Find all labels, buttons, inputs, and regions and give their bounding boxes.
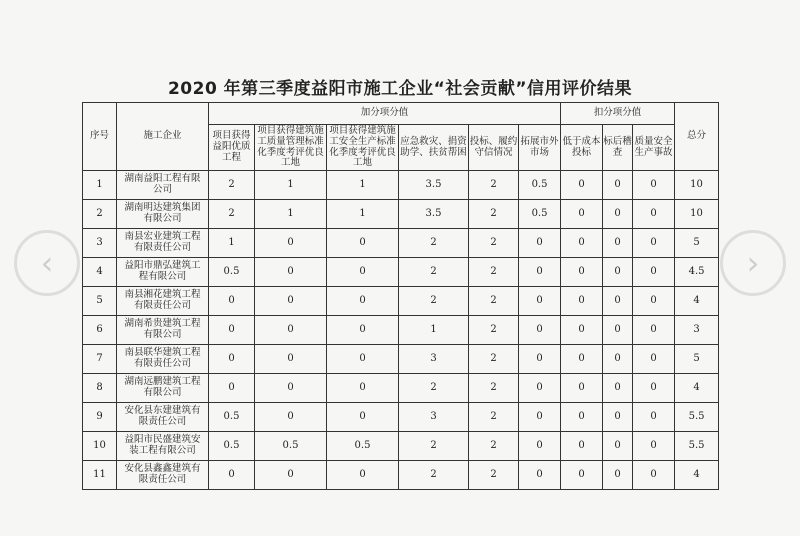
cell-penalty-1: 0	[561, 403, 603, 432]
cell-penalty-2: 0	[603, 200, 633, 229]
cell-seq: 10	[83, 432, 117, 461]
header-bonus-1: 项目获得益阳优质工程	[209, 125, 255, 171]
cell-bonus-4: 2	[399, 229, 469, 258]
cell-penalty-3: 0	[633, 316, 675, 345]
cell-bonus-1: 0	[209, 345, 255, 374]
header-bonus-6: 拓展市外市场	[519, 125, 561, 171]
header-penalty-3: 质量安全生产事故	[633, 125, 675, 171]
cell-bonus-3: 0	[327, 461, 399, 490]
table-row	[83, 287, 719, 316]
cell-bonus-3: 0	[327, 258, 399, 287]
cell-seq: 11	[83, 461, 117, 490]
cell-bonus-6: 0	[519, 316, 561, 345]
table-row	[83, 345, 719, 374]
cell-bonus-5: 2	[469, 200, 519, 229]
cell-total: 3	[675, 316, 719, 345]
cell-bonus-2: 1	[255, 200, 327, 229]
cell-bonus-4: 1	[399, 316, 469, 345]
cell-penalty-3: 0	[633, 432, 675, 461]
cell-company: 益阳市鼎弘建筑工程有限公司	[117, 258, 209, 287]
cell-penalty-1: 0	[561, 200, 603, 229]
cell-bonus-5: 2	[469, 403, 519, 432]
table-row	[83, 432, 719, 461]
cell-penalty-2: 0	[603, 258, 633, 287]
cell-total: 10	[675, 200, 719, 229]
cell-total: 4.5	[675, 258, 719, 287]
cell-seq: 7	[83, 345, 117, 374]
header-bonus-3: 项目获得建筑施工安全生产标准化季度考评优良工地	[327, 125, 399, 171]
cell-bonus-5: 2	[469, 316, 519, 345]
cell-penalty-2: 0	[603, 229, 633, 258]
cell-seq: 2	[83, 200, 117, 229]
cell-penalty-1: 0	[561, 171, 603, 200]
header-penalty-group: 扣分项分值	[561, 103, 675, 125]
cell-company: 南县湘花建筑工程有限责任公司	[117, 287, 209, 316]
header-company: 施工企业	[117, 103, 209, 171]
cell-bonus-6: 0	[519, 258, 561, 287]
cell-bonus-1: 0.5	[209, 258, 255, 287]
cell-bonus-1: 0	[209, 287, 255, 316]
cell-bonus-4: 2	[399, 258, 469, 287]
cell-bonus-6: 0	[519, 229, 561, 258]
table-body	[83, 171, 719, 490]
table-row	[83, 171, 719, 200]
cell-bonus-1: 1	[209, 229, 255, 258]
table-row	[83, 461, 719, 490]
cell-bonus-5: 2	[469, 229, 519, 258]
cell-penalty-2: 0	[603, 403, 633, 432]
cell-seq: 3	[83, 229, 117, 258]
table-row	[83, 229, 719, 258]
cell-bonus-2: 0	[255, 258, 327, 287]
cell-seq: 8	[83, 374, 117, 403]
cell-company: 安化县东建建筑有限责任公司	[117, 403, 209, 432]
cell-bonus-5: 2	[469, 374, 519, 403]
cell-penalty-1: 0	[561, 229, 603, 258]
cell-bonus-3: 0.5	[327, 432, 399, 461]
cell-penalty-3: 0	[633, 374, 675, 403]
cell-bonus-3: 0	[327, 345, 399, 374]
cell-penalty-1: 0	[561, 287, 603, 316]
cell-seq: 6	[83, 316, 117, 345]
cell-total: 5	[675, 345, 719, 374]
table-row	[83, 200, 719, 229]
cell-penalty-3: 0	[633, 171, 675, 200]
cell-penalty-1: 0	[561, 374, 603, 403]
header-penalty-2: 标后稽查	[603, 125, 633, 171]
cell-bonus-6: 0	[519, 287, 561, 316]
cell-bonus-6: 0.5	[519, 200, 561, 229]
previous-page-arrow-icon[interactable]: ‹	[14, 230, 80, 296]
cell-total: 4	[675, 374, 719, 403]
cell-bonus-3: 1	[327, 200, 399, 229]
cell-bonus-1: 2	[209, 200, 255, 229]
cell-bonus-4: 3.5	[399, 200, 469, 229]
cell-bonus-6: 0.5	[519, 171, 561, 200]
cell-bonus-5: 2	[469, 171, 519, 200]
cell-penalty-2: 0	[603, 316, 633, 345]
cell-bonus-2: 0	[255, 316, 327, 345]
cell-bonus-4: 2	[399, 432, 469, 461]
cell-penalty-3: 0	[633, 461, 675, 490]
cell-company: 湖南益阳工程有限公司	[117, 171, 209, 200]
cell-bonus-4: 3	[399, 345, 469, 374]
cell-bonus-1: 2	[209, 171, 255, 200]
cell-bonus-6: 0	[519, 461, 561, 490]
header-bonus-2: 项目获得建筑施工质量管理标准化季度考评优良工地	[255, 125, 327, 171]
cell-bonus-5: 2	[469, 287, 519, 316]
cell-bonus-1: 0	[209, 316, 255, 345]
header-bonus-group: 加分项分值	[209, 103, 561, 125]
cell-bonus-1: 0	[209, 374, 255, 403]
cell-penalty-2: 0	[603, 432, 633, 461]
table-row	[83, 374, 719, 403]
cell-bonus-2: 0	[255, 229, 327, 258]
cell-company: 益阳市民盛建筑安装工程有限公司	[117, 432, 209, 461]
cell-bonus-5: 2	[469, 345, 519, 374]
cell-company: 湖南明达建筑集团有限公司	[117, 200, 209, 229]
cell-bonus-1: 0.5	[209, 403, 255, 432]
cell-company: 湖南远鹏建筑工程有限公司	[117, 374, 209, 403]
cell-penalty-3: 0	[633, 287, 675, 316]
cell-penalty-3: 0	[633, 345, 675, 374]
cell-penalty-1: 0	[561, 258, 603, 287]
cell-penalty-3: 0	[633, 229, 675, 258]
cell-bonus-4: 3	[399, 403, 469, 432]
cell-company: 南县联华建筑工程有限责任公司	[117, 345, 209, 374]
cell-bonus-2: 0	[255, 461, 327, 490]
next-page-arrow-icon[interactable]: ›	[720, 230, 786, 296]
cell-penalty-2: 0	[603, 345, 633, 374]
cell-bonus-6: 0	[519, 345, 561, 374]
cell-penalty-2: 0	[603, 461, 633, 490]
cell-penalty-1: 0	[561, 345, 603, 374]
cell-bonus-3: 0	[327, 374, 399, 403]
cell-bonus-6: 0	[519, 374, 561, 403]
cell-company: 湖南希贵建筑工程有限公司	[117, 316, 209, 345]
cell-bonus-4: 2	[399, 374, 469, 403]
cell-bonus-3: 0	[327, 403, 399, 432]
table-row	[83, 316, 719, 345]
cell-total: 10	[675, 171, 719, 200]
cell-penalty-3: 0	[633, 403, 675, 432]
cell-penalty-1: 0	[561, 461, 603, 490]
cell-bonus-4: 2	[399, 461, 469, 490]
cell-penalty-2: 0	[603, 171, 633, 200]
cell-penalty-2: 0	[603, 287, 633, 316]
cell-total: 4	[675, 287, 719, 316]
cell-bonus-6: 0	[519, 432, 561, 461]
header-seq: 序号	[83, 103, 117, 171]
cell-total: 5.5	[675, 403, 719, 432]
cell-bonus-5: 2	[469, 258, 519, 287]
cell-bonus-2: 0	[255, 403, 327, 432]
cell-bonus-2: 0	[255, 345, 327, 374]
cell-bonus-3: 0	[327, 287, 399, 316]
header-bonus-4: 应急救灾、捐资助学、扶贫帮困	[399, 125, 469, 171]
cell-bonus-6: 0	[519, 403, 561, 432]
cell-bonus-5: 2	[469, 432, 519, 461]
cell-bonus-2: 1	[255, 171, 327, 200]
cell-total: 5.5	[675, 432, 719, 461]
cell-bonus-2: 0	[255, 287, 327, 316]
cell-company: 安化县鑫鑫建筑有限责任公司	[117, 461, 209, 490]
cell-bonus-1: 0	[209, 461, 255, 490]
cell-bonus-4: 2	[399, 287, 469, 316]
cell-bonus-3: 0	[327, 229, 399, 258]
cell-total: 4	[675, 461, 719, 490]
cell-penalty-3: 0	[633, 200, 675, 229]
cell-seq: 9	[83, 403, 117, 432]
cell-seq: 5	[83, 287, 117, 316]
cell-bonus-3: 0	[327, 316, 399, 345]
cell-bonus-3: 1	[327, 171, 399, 200]
cell-total: 5	[675, 229, 719, 258]
cell-bonus-2: 0	[255, 374, 327, 403]
cell-bonus-5: 2	[469, 461, 519, 490]
header-penalty-1: 低于成本投标	[561, 125, 603, 171]
cell-company: 南县宏业建筑工程有限责任公司	[117, 229, 209, 258]
cell-bonus-1: 0.5	[209, 432, 255, 461]
cell-bonus-2: 0.5	[255, 432, 327, 461]
cell-seq: 4	[83, 258, 117, 287]
cell-penalty-2: 0	[603, 374, 633, 403]
cell-bonus-4: 3.5	[399, 171, 469, 200]
header-bonus-5: 投标、履约守信情况	[469, 125, 519, 171]
cell-seq: 1	[83, 171, 117, 200]
cell-penalty-1: 0	[561, 432, 603, 461]
header-total: 总分	[675, 103, 719, 171]
table-row	[83, 403, 719, 432]
cell-penalty-1: 0	[561, 316, 603, 345]
table-row	[83, 258, 719, 287]
cell-penalty-3: 0	[633, 258, 675, 287]
document-title: 2020 年第三季度益阳市施工企业“社会贡献”信用评价结果	[167, 79, 633, 99]
credit-evaluation-table	[82, 102, 719, 490]
